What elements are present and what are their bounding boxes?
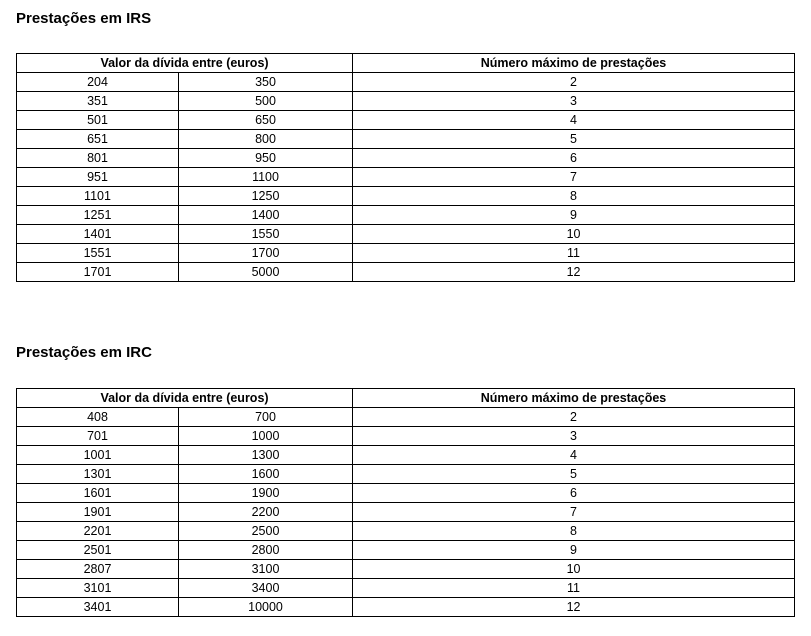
- max-installments-cell: 9: [353, 206, 795, 225]
- table-row: [17, 168, 795, 187]
- debt-from-cell: 501: [17, 111, 179, 130]
- max-installments-cell: 6: [353, 484, 795, 503]
- debt-to-cell: 950: [179, 149, 353, 168]
- table-row: [17, 130, 795, 149]
- debt-to-cell: 1250: [179, 187, 353, 206]
- debt-to-cell: 3400: [179, 579, 353, 598]
- max-installments-cell: 8: [353, 522, 795, 541]
- irc-section-title: Prestações em IRC: [16, 344, 152, 361]
- debt-to-cell: 650: [179, 111, 353, 130]
- table-row: [17, 92, 795, 111]
- debt-to-cell: 1300: [179, 446, 353, 465]
- debt-to-cell: 1400: [179, 206, 353, 225]
- debt-from-cell: 951: [17, 168, 179, 187]
- debt-to-cell: 1000: [179, 427, 353, 446]
- debt-to-cell: 2800: [179, 541, 353, 560]
- max-installments-cell: 8: [353, 187, 795, 206]
- debt-to-cell: 10000: [179, 598, 353, 617]
- table-row: [17, 149, 795, 168]
- table-row: [17, 598, 795, 617]
- table-row: [17, 111, 795, 130]
- debt-from-cell: 1401: [17, 225, 179, 244]
- max-installments-cell: 2: [353, 408, 795, 427]
- debt-from-cell: 1001: [17, 446, 179, 465]
- debt-from-cell: 2201: [17, 522, 179, 541]
- table-row: [17, 187, 795, 206]
- max-installments-cell: 10: [353, 225, 795, 244]
- debt-from-cell: 408: [17, 408, 179, 427]
- table-row: [17, 560, 795, 579]
- debt-to-cell: 700: [179, 408, 353, 427]
- debt-from-cell: 3101: [17, 579, 179, 598]
- debt-from-cell: 2501: [17, 541, 179, 560]
- debt-from-cell: 3401: [17, 598, 179, 617]
- debt-from-cell: 1701: [17, 263, 179, 282]
- table-row: [17, 225, 795, 244]
- debt-to-cell: 3100: [179, 560, 353, 579]
- table-row: [17, 541, 795, 560]
- table-row: [17, 484, 795, 503]
- debt-range-header: Valor da dívida entre (euros): [17, 389, 353, 408]
- debt-to-cell: 1900: [179, 484, 353, 503]
- table-row: [17, 465, 795, 484]
- max-installments-header: Número máximo de prestações: [353, 54, 795, 73]
- debt-to-cell: 5000: [179, 263, 353, 282]
- table-row: [17, 206, 795, 225]
- max-installments-cell: 3: [353, 427, 795, 446]
- max-installments-cell: 11: [353, 244, 795, 263]
- debt-range-header: Valor da dívida entre (euros): [17, 54, 353, 73]
- max-installments-cell: 2: [353, 73, 795, 92]
- debt-to-cell: 350: [179, 73, 353, 92]
- max-installments-cell: 5: [353, 130, 795, 149]
- debt-from-cell: 1251: [17, 206, 179, 225]
- debt-from-cell: 1301: [17, 465, 179, 484]
- max-installments-cell: 7: [353, 503, 795, 522]
- debt-to-cell: 1550: [179, 225, 353, 244]
- debt-from-cell: 701: [17, 427, 179, 446]
- max-installments-cell: 11: [353, 579, 795, 598]
- debt-to-cell: 1700: [179, 244, 353, 263]
- table-header-row: [17, 389, 795, 408]
- debt-to-cell: 800: [179, 130, 353, 149]
- max-installments-header: Número máximo de prestações: [353, 389, 795, 408]
- max-installments-cell: 7: [353, 168, 795, 187]
- debt-from-cell: 1101: [17, 187, 179, 206]
- irc-table-body: [17, 408, 795, 617]
- max-installments-cell: 12: [353, 598, 795, 617]
- max-installments-cell: 10: [353, 560, 795, 579]
- debt-from-cell: 1601: [17, 484, 179, 503]
- debt-from-cell: 651: [17, 130, 179, 149]
- table-row: [17, 446, 795, 465]
- irc-installments-table: [16, 388, 795, 617]
- max-installments-cell: 12: [353, 263, 795, 282]
- max-installments-cell: 3: [353, 92, 795, 111]
- debt-to-cell: 2500: [179, 522, 353, 541]
- table-row: [17, 263, 795, 282]
- irs-section-title: Prestações em IRS: [16, 10, 152, 27]
- irs-table-body: [17, 73, 795, 282]
- max-installments-cell: 4: [353, 111, 795, 130]
- debt-to-cell: 1600: [179, 465, 353, 484]
- debt-from-cell: 204: [17, 73, 179, 92]
- table-row: [17, 522, 795, 541]
- debt-from-cell: 1901: [17, 503, 179, 522]
- debt-to-cell: 2200: [179, 503, 353, 522]
- table-row: [17, 427, 795, 446]
- irs-installments-table: [16, 53, 795, 282]
- table-row: [17, 244, 795, 263]
- debt-to-cell: 1100: [179, 168, 353, 187]
- max-installments-cell: 9: [353, 541, 795, 560]
- max-installments-cell: 6: [353, 149, 795, 168]
- debt-from-cell: 2807: [17, 560, 179, 579]
- table-header-row: [17, 54, 795, 73]
- debt-from-cell: 801: [17, 149, 179, 168]
- table-row: [17, 73, 795, 92]
- max-installments-cell: 5: [353, 465, 795, 484]
- debt-from-cell: 351: [17, 92, 179, 111]
- table-row: [17, 503, 795, 522]
- debt-to-cell: 500: [179, 92, 353, 111]
- max-installments-cell: 4: [353, 446, 795, 465]
- table-row: [17, 579, 795, 598]
- debt-from-cell: 1551: [17, 244, 179, 263]
- table-row: [17, 408, 795, 427]
